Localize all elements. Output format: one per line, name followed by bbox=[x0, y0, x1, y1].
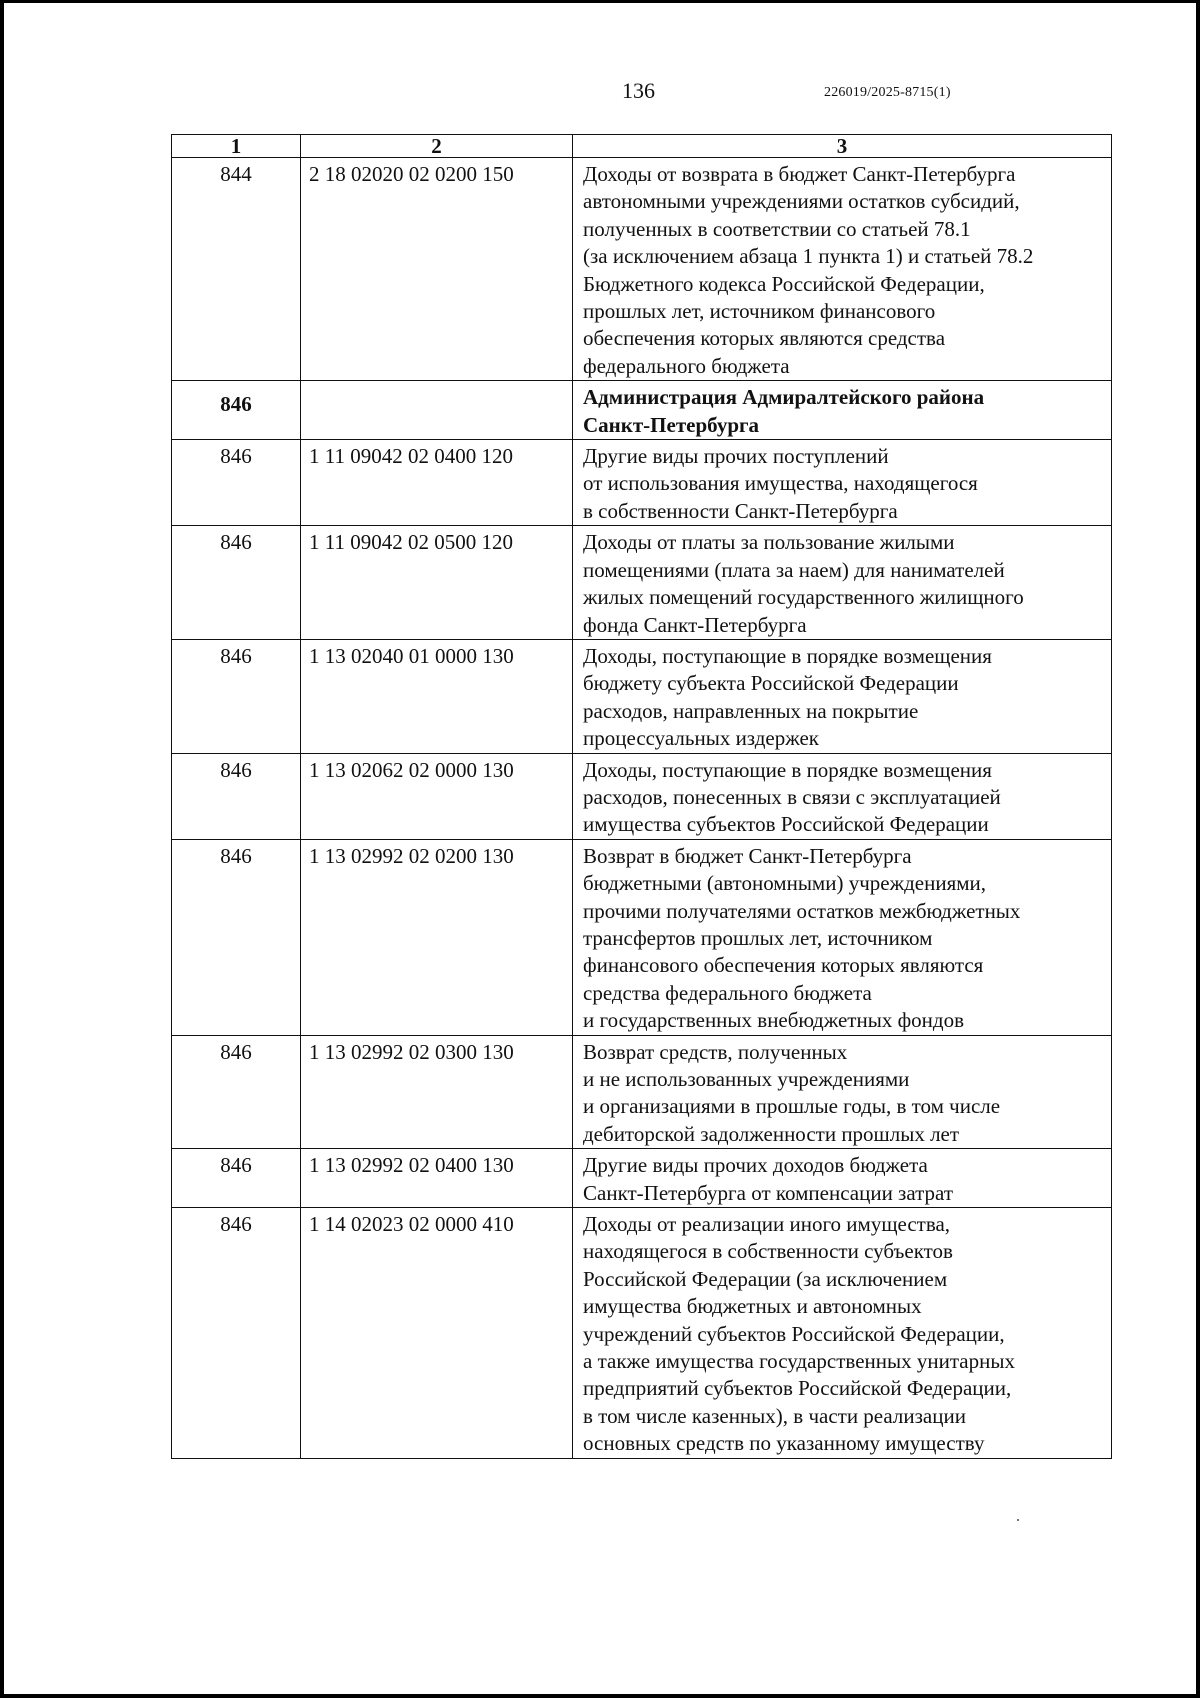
description-line: находящегося в собственности субъектов bbox=[583, 1239, 953, 1264]
kbk-code-cell: 1 13 02062 02 0000 130 bbox=[301, 753, 573, 839]
description-line: Доходы от возврата в бюджет Санкт-Петербурга bbox=[583, 162, 1016, 186]
description-line: Возврат в бюджет Санкт-Петербурга bbox=[583, 843, 912, 868]
description-line: бюджетными (автономными) учреждениями, bbox=[583, 871, 987, 896]
description-line: Доходы, поступающие в порядке возмещения bbox=[583, 643, 992, 668]
description-line: Российской Федерации (за исключением bbox=[583, 1266, 948, 1291]
table-header bbox=[172, 135, 1112, 158]
description-cell bbox=[573, 1208, 1112, 1459]
table-row bbox=[172, 1149, 1112, 1208]
kbk-code-cell: 1 13 02992 02 0200 130 bbox=[301, 839, 573, 1035]
kbk-code-cell: 1 13 02040 01 0000 130 bbox=[301, 639, 573, 753]
description-line: Возврат средств, полученных bbox=[583, 1039, 848, 1064]
description-cell bbox=[573, 1149, 1112, 1208]
table-row bbox=[172, 639, 1112, 753]
description-line: в том числе казенных), в части реализации bbox=[583, 1403, 966, 1428]
description-line: процессуальных издержек bbox=[583, 726, 819, 751]
description-line: обеспечения которых являются средства bbox=[583, 326, 946, 351]
description-line: федерального бюджета bbox=[583, 353, 790, 378]
description-line: средства федерального бюджета bbox=[583, 980, 872, 1005]
description-cell bbox=[573, 753, 1112, 839]
description-line: Другие виды прочих доходов бюджета bbox=[583, 1153, 928, 1178]
description-line: фонда Санкт-Петербурга bbox=[583, 612, 807, 637]
description-line: и не использованных учреждениями bbox=[583, 1067, 910, 1091]
table-row bbox=[172, 1035, 1112, 1149]
description-cell bbox=[573, 381, 1112, 440]
kbk-code-cell: 1 13 02992 02 0300 130 bbox=[301, 1035, 573, 1149]
description-line: от использования имущества, находящегося bbox=[583, 471, 978, 496]
description-line: жилых помещений государственного жилищного bbox=[583, 585, 1024, 610]
admin-code-cell: 846 bbox=[172, 440, 301, 526]
kbk-code-cell: 1 11 09042 02 0400 120 bbox=[301, 440, 573, 526]
description-line: Другие виды прочих поступлений bbox=[583, 444, 889, 469]
kbk-code-cell: 1 14 02023 02 0000 410 bbox=[301, 1208, 573, 1459]
admin-code-cell: 846 bbox=[172, 381, 301, 440]
description-line: Санкт-Петербурга bbox=[583, 412, 760, 437]
description-cell bbox=[573, 526, 1112, 640]
description-line: Санкт-Петербурга от компенсации затрат bbox=[583, 1180, 954, 1205]
description-line: Доходы, поступающие в порядке возмещения bbox=[583, 757, 992, 782]
description-line: предприятий субъектов Российской Федерации, bbox=[583, 1376, 1012, 1401]
description-line: прошлых лет, источником финансового bbox=[583, 299, 936, 324]
table-row bbox=[172, 839, 1112, 1035]
scan-edge-bottom bbox=[0, 1694, 1200, 1698]
description-line: (за исключением абзаца 1 пункта 1) и статьей 78.2 bbox=[583, 244, 1034, 269]
description-cell bbox=[573, 839, 1112, 1035]
description-line: Доходы от реализации иного имущества, bbox=[583, 1212, 951, 1237]
page-number: 136 bbox=[622, 78, 655, 103]
header-col-1: 1 bbox=[172, 135, 301, 158]
description-cell bbox=[573, 639, 1112, 753]
kbk-code-cell: 2 18 02020 02 0200 150 bbox=[301, 158, 573, 381]
description-line: и государственных внебюджетных фондов bbox=[583, 1008, 965, 1033]
table-row bbox=[172, 753, 1112, 839]
admin-code-cell: 846 bbox=[172, 753, 301, 839]
table-row bbox=[172, 1208, 1112, 1459]
description-line: автономными учреждениями остатков субсидий, bbox=[583, 189, 1020, 214]
scan-edge-right bbox=[1196, 0, 1200, 1698]
description-line: а также имущества государственных унитарных bbox=[583, 1349, 1015, 1374]
header-row bbox=[172, 135, 1112, 158]
description-line: трансфертов прошлых лет, источником bbox=[583, 925, 933, 950]
document-id: 226019/2025-8715(1) bbox=[824, 85, 951, 100]
description-line: Администрация Адмиралтейского района bbox=[583, 385, 985, 410]
description-line: имущества субъектов Российской Федерации bbox=[583, 812, 989, 837]
kbk-code-cell bbox=[301, 381, 573, 440]
description-line: расходов, понесенных в связи с эксплуатацией bbox=[583, 784, 1001, 809]
header-col-2: 2 bbox=[301, 135, 573, 158]
description-line: помещениями (плата за наем) для нанимателей bbox=[583, 557, 1005, 582]
table-row bbox=[172, 381, 1112, 440]
admin-code-cell: 846 bbox=[172, 526, 301, 640]
description-line: финансового обеспечения которых являются bbox=[583, 953, 984, 978]
admin-code-cell: 846 bbox=[172, 839, 301, 1035]
admin-code-cell: 846 bbox=[172, 639, 301, 753]
description-line: Бюджетного кодекса Российской Федерации, bbox=[583, 271, 985, 296]
table-body bbox=[172, 158, 1112, 1459]
kbk-code-cell: 1 13 02992 02 0400 130 bbox=[301, 1149, 573, 1208]
description-line: имущества бюджетных и автономных bbox=[583, 1294, 922, 1319]
description-line: прочими получателями остатков межбюджетных bbox=[583, 898, 1021, 923]
revenue-codes-table-container bbox=[171, 134, 1111, 1459]
scan-edge-top bbox=[0, 0, 1200, 3]
kbk-code-cell: 1 11 09042 02 0500 120 bbox=[301, 526, 573, 640]
scan-edge-left bbox=[0, 0, 4, 1698]
description-line: учреждений субъектов Российской Федерации, bbox=[583, 1321, 1005, 1346]
description-line: дебиторской задолженности прошлых лет bbox=[583, 1121, 960, 1146]
description-line: Доходы от платы за пользование жилыми bbox=[583, 530, 955, 555]
admin-code-cell: 846 bbox=[172, 1208, 301, 1459]
description-line: полученных в соответствии со статьей 78.1 bbox=[583, 216, 971, 241]
description-line: в собственности Санкт-Петербурга bbox=[583, 498, 898, 523]
revenue-codes-table bbox=[171, 134, 1112, 1459]
header-col-3: 3 bbox=[573, 135, 1112, 158]
description-line: расходов, направленных на покрытие bbox=[583, 698, 919, 723]
description-cell bbox=[573, 1035, 1112, 1149]
admin-code-cell: 846 bbox=[172, 1035, 301, 1149]
description-line: бюджету субъекта Российской Федерации bbox=[583, 671, 959, 696]
table-row bbox=[172, 158, 1112, 381]
table-row bbox=[172, 526, 1112, 640]
scan-speck bbox=[1017, 1519, 1019, 1521]
description-line: и организациями в прошлые годы, в том числе bbox=[583, 1094, 1001, 1119]
description-cell bbox=[573, 440, 1112, 526]
admin-code-cell: 846 bbox=[172, 1149, 301, 1208]
description-line: основных средств по указанному имуществу bbox=[583, 1431, 985, 1456]
description-cell bbox=[573, 158, 1112, 381]
table-row bbox=[172, 440, 1112, 526]
admin-code-cell: 844 bbox=[172, 158, 301, 381]
